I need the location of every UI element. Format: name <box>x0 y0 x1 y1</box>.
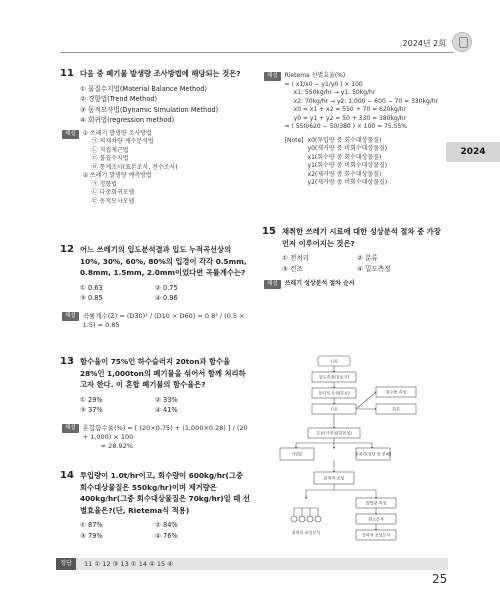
solution-line: = ( x1/x0 − y1/y0 ) × 100 <box>284 80 363 88</box>
option-2[interactable]: ② 33% <box>155 395 178 404</box>
flow-label-pre: 전처리(절단 및 분쇄) <box>354 451 392 457</box>
question-number: 14 <box>60 470 74 481</box>
option-1[interactable]: ① 물질수지법(Material Balance Method) <box>80 84 208 93</box>
question-14 <box>60 470 250 541</box>
flow-label-dry: 건조 <box>330 406 338 412</box>
header-rule <box>60 52 454 53</box>
solution-line: Rietema 선별효율(%) <box>284 72 346 79</box>
flow-label-physical: 물리적 조성(분류) <box>318 390 350 396</box>
solution-tag: 해설 <box>264 280 281 289</box>
options <box>80 84 250 126</box>
question-text: 투입량이 1.0t/hr이고, 회수량이 600kg/hr(그중 회수대상물질은 550kg/hr)이며 제거량은 400kg/hr(그중 회수대상물질은 70kg/hr)일 때 선별효율은?(단, Rietema식 적용) <box>80 471 250 515</box>
option-2[interactable]: ② 0.75 <box>155 283 178 292</box>
solution-line: ① 쓰레기 발생량 조사방법 <box>82 129 152 137</box>
solution-tag: 해설 <box>62 130 79 139</box>
option-1[interactable]: ① 87% <box>80 521 103 529</box>
note-item: x1(회수량 중 회수대상물질) <box>307 153 382 161</box>
question-14-solution <box>262 72 442 188</box>
solution-line: ㉠ 경향법 <box>91 180 117 188</box>
option-3[interactable]: ③ 동적모사법(Dynamic Simulation Method) <box>80 105 219 114</box>
option-2[interactable]: ② 경향법(Trend Method) <box>80 95 158 103</box>
option-4[interactable]: ④ 0.96 <box>155 294 178 302</box>
solution-line: ㉡ 다중회귀모델 <box>91 189 135 196</box>
solution-line: x1: 550kg/hr → y1: 50kg/hr <box>293 89 376 96</box>
question-text: 어느 쓰레기의 입도분석결과 입도 누적곡선상의 10%, 30%, 60%, 80%의 입경이 각각 0.5mm, 0.8mm, 1.5mm, 2.0mm이었다면 곡률계수는? <box>80 245 247 277</box>
option-4[interactable]: ④ 밀도측정 <box>357 264 391 273</box>
flow-label-right1: 물리적 조성분석 <box>361 532 391 538</box>
option-2[interactable]: ② 분류 <box>357 254 378 262</box>
option-3[interactable]: ③ 0.85 <box>80 294 103 302</box>
question-number: 12 <box>60 244 74 255</box>
flow-node-sub <box>307 516 313 522</box>
solution-tag: 해설 <box>62 312 79 321</box>
solution-line: ㉡ 직접계근법 <box>91 146 129 154</box>
option-4[interactable]: ④ 41% <box>155 406 178 414</box>
note-item: x2(제거량 중 회수대상물질) <box>307 170 382 178</box>
flow-label-right2: 화학적 조성분석 <box>291 530 321 535</box>
question-text: 채취한 쓰레기 시료에 대한 성상분석 절차 중 가장 먼저 이루어지는 것은? <box>282 227 441 248</box>
note-item: y2(제거량 중 비회수대상물질) <box>307 179 388 186</box>
note-item: y1(회수량 중 비회수대상물질) <box>307 162 388 169</box>
solution-line: ㉢ 동적모사모델 <box>91 197 135 205</box>
option-3[interactable]: ③ 79% <box>80 531 103 540</box>
flow-label-elem: 원소분석 <box>368 516 384 522</box>
option-4[interactable]: ④ 76% <box>155 531 178 540</box>
solution-title: 쓰레기 성상분석 절차 순서 <box>284 280 355 287</box>
options <box>80 520 230 541</box>
solution <box>62 130 250 207</box>
note-label: [Note] <box>284 136 304 144</box>
flow-label-sep: 분류(가연성/불연성) <box>316 430 352 436</box>
option-1[interactable]: ① 0.63 <box>80 283 103 292</box>
flow-label-start: 시료 <box>330 358 338 364</box>
question-number: 13 <box>60 356 74 367</box>
solution-line: ㉣ 통계조사(표본조사, 전수조사) <box>91 163 178 171</box>
option-4[interactable]: ④ 회귀법(regression method) <box>80 116 175 124</box>
solution <box>62 312 250 330</box>
analysis-flowchart <box>276 352 436 546</box>
answer-tag: 정답 <box>56 558 76 570</box>
answer-list: 11 ① 12 ③ 13 ① 14 ④ 15 ④ <box>84 560 174 568</box>
option-3[interactable]: ③ 37% <box>80 406 103 414</box>
options <box>282 253 432 274</box>
note-item: y0(제거량 중 비회수대상물질) <box>307 145 388 152</box>
option-1[interactable]: ① 29% <box>80 395 103 404</box>
solution-formula: 혼합함수율(%) = [ (20×0.75) + (1,000×0.28) ] / (20 + 1,000) × 100 <box>82 423 248 441</box>
option-2[interactable]: ② 84% <box>155 521 178 529</box>
flow-node-sub <box>315 516 321 522</box>
exam-title: 2024년 2회 <box>402 39 446 48</box>
question-11 <box>60 68 250 206</box>
exam-badge-icon <box>452 32 472 52</box>
note-item: x0(투입량 중 회수대상물질) <box>307 136 382 144</box>
solution-line: x0 = x1 + x2 = 550 + 70 = 620kg/hr <box>293 106 407 113</box>
question-text: 다음 중 폐기물 발생량 조사방법에 해당되는 것은? <box>80 69 241 78</box>
solution-formula: 곡률계수(Z) = (D30)² / (D10 × D60) = 0.8² / (0.5 × 1.5) = 0.85 <box>82 311 245 329</box>
solution-tag: 해설 <box>264 72 281 81</box>
solution-result: = 28.92% <box>100 441 133 450</box>
question-12 <box>60 244 250 330</box>
solution-tag: 해설 <box>62 424 79 433</box>
question-13 <box>60 356 250 451</box>
question-number: 15 <box>262 226 276 237</box>
flow-label-density: 밀도측정(겉보기) <box>318 374 350 380</box>
page-number: 25 <box>432 572 448 586</box>
flow-node-sub <box>299 516 305 522</box>
option-3[interactable]: ③ 건조 <box>282 264 303 273</box>
solution-line: = ( 550/620 − 50/380 ) × 100 = 75.55% <box>284 123 407 130</box>
solution-line: ㉠ 적재차량 계수분석법 <box>91 138 154 145</box>
flow-label-water: 함수율 측정 <box>385 389 407 395</box>
options <box>80 395 230 416</box>
question-number: 11 <box>60 68 74 79</box>
solution-line: y0 = y1 + y2 = 50 + 330 = 380kg/hr <box>293 114 407 122</box>
question-15 <box>262 226 450 289</box>
flow-label-comb: 가연분 <box>291 451 303 457</box>
solution <box>264 280 450 289</box>
solution-line: ㉢ 물질수지법 <box>91 155 129 162</box>
flow-label-heat: 발열량 측정 <box>365 500 387 506</box>
page-header <box>60 38 472 52</box>
question-text: 함수율이 75%인 하수슬러지 20ton과 함수율 28%인 1,000ton의 폐기물을 섞어서 함께 처리하고자 한다. 이 혼합 폐기물의 함수율은? <box>80 357 246 389</box>
year-side-tab: 2024 <box>446 142 500 162</box>
solution-line: ② 쓰레기 발생량 예측방법 <box>82 172 152 179</box>
solution-line: x2: 70kg/hr → y2: 1,000 − 600 − 70 = 330kg/hr <box>293 97 439 105</box>
flow-label-chem: 화학적 조성 <box>323 475 345 481</box>
options <box>80 283 230 304</box>
option-1[interactable]: ① 전처리 <box>282 254 310 262</box>
answer-bar <box>56 558 448 570</box>
flow-node-sub <box>291 516 297 522</box>
flow-label-ash: 회분 <box>392 406 400 412</box>
solution <box>62 424 250 451</box>
